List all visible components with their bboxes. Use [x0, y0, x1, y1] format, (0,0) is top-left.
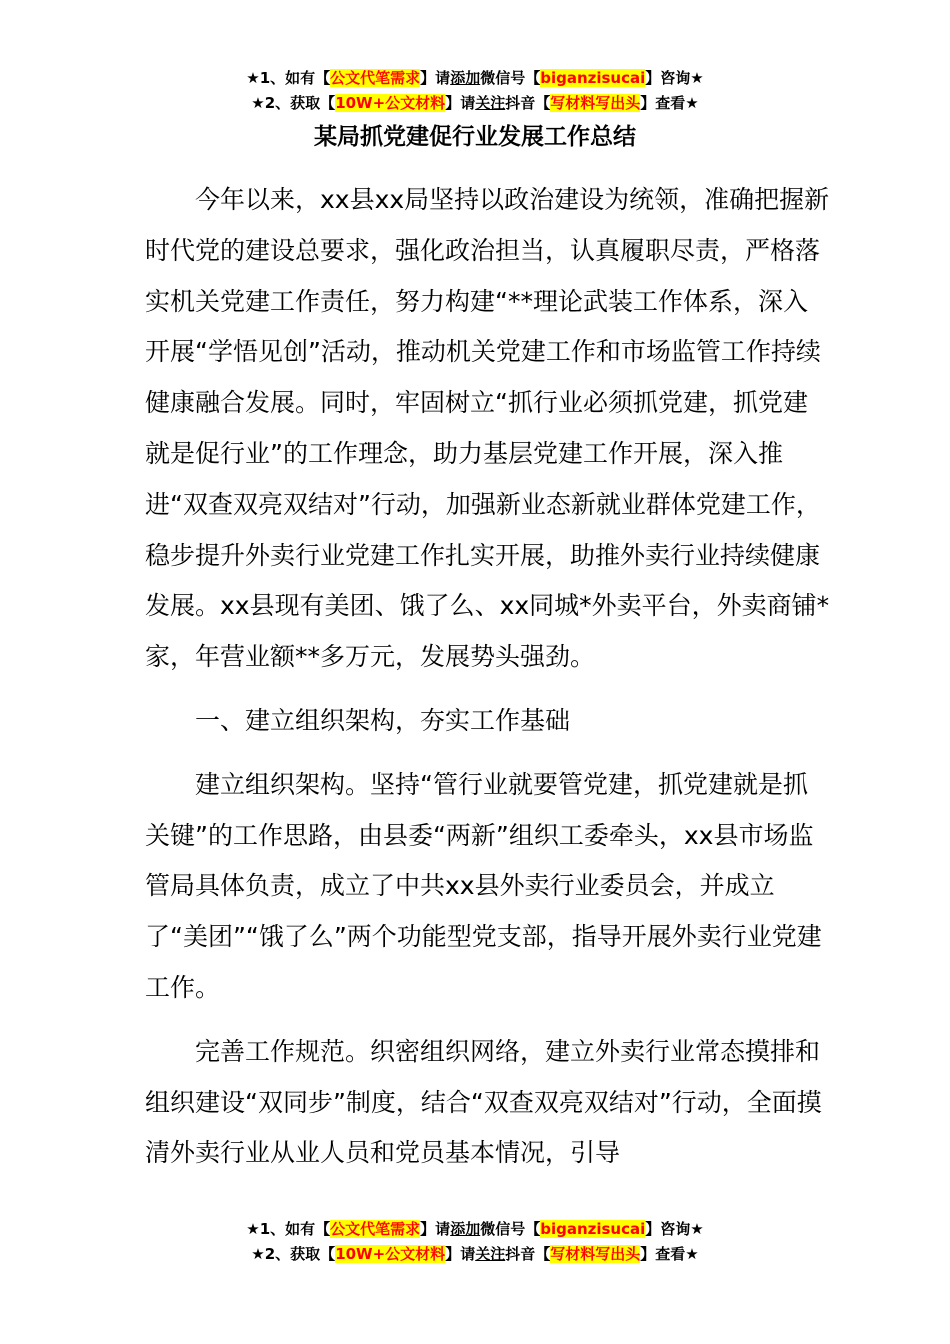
banner-text: 微信号【 [480, 1220, 541, 1238]
document-body [145, 175, 830, 1179]
banner-text: 微信号【 [480, 69, 541, 87]
banner-highlight: 10W+公文材料 [335, 94, 446, 112]
banner-text: 】查看★ [640, 1245, 699, 1263]
paragraph-norms: 完善工作规范。织密组织网络，建立外卖行业常态摸排和组织建设“双同步”制度，结合“双查双亮双结对”行动，全面摸清外卖行业从业人员和党员基本情况，引导 [145, 1036, 822, 1168]
banner-text: 抖音【 [505, 94, 551, 112]
banner-underline: 关注 [475, 1245, 506, 1263]
banner-text: ★2、获取【 [251, 94, 336, 112]
banner-highlight: 写材料写出头 [550, 94, 641, 112]
banner-highlight: biganzisucai [540, 1220, 646, 1238]
banner-highlight: biganzisucai [540, 69, 646, 87]
document-title: 某局抓党建促行业发展工作总结 [314, 124, 636, 150]
banner-highlight: 公文代笔需求 [330, 69, 421, 87]
banner-text: 】咨询★ [645, 1220, 704, 1238]
paragraph-intro: 今年以来，xx县xx局坚持以政治建设为统领，准确把握新时代党的建设总要求，强化政治担当，认真履职尽责，严格落实机关党建工作责任，努力构建“**理论武装工作体系，深入开展“学悟见创”活动，推动机关党建工作和市场监管工作持续健康融合发展。同时，牢固树立“抓行业必须抓党建，抓党建就是促行业”的工作理念，助力基层党建工作开展，深入推进“双查双亮双结对”行动，加强新业态新就业群体党建工作，稳步提升外卖行业党建工作扎实开展，助推外卖行业持续健康发展。xx县现有美团、饿了么、xx同城*外卖平台，外卖商铺*家，年营业额**多万元，发展势头强劲。 [145, 185, 830, 672]
banner-line-2 [0, 1242, 950, 1267]
banner-text: 】请 [445, 1245, 476, 1263]
banner-line-1 [0, 66, 950, 91]
section-heading-1: 一、建立组织架构，夯实工作基础 [195, 705, 571, 735]
banner-line-2 [0, 91, 950, 116]
banner-text: ★2、获取【 [251, 1245, 336, 1263]
banner-highlight: 10W+公文材料 [335, 1245, 446, 1263]
banner-text: 】请 [420, 69, 451, 87]
banner-underline: 添加 [450, 1220, 481, 1238]
banner-underline: 关注 [475, 94, 506, 112]
banner-text: 】咨询★ [645, 69, 704, 87]
banner-text: ★1、如有【 [246, 69, 331, 87]
banner-line-1 [0, 1217, 950, 1242]
banner-text: 抖音【 [505, 1245, 551, 1263]
banner-underline: 添加 [450, 69, 481, 87]
banner-text: 】请 [420, 1220, 451, 1238]
banner-highlight: 写材料写出头 [550, 1245, 641, 1263]
banner-text: ★1、如有【 [246, 1220, 331, 1238]
footer-banner [0, 1217, 950, 1267]
header-banner [0, 66, 950, 116]
paragraph-organization: 建立组织架构。坚持“管行业就要管党建，抓党建就是抓关键”的工作思路，由县委“两新”组织工委牵头，xx县市场监管局具体负责，成立了中共xx县外卖行业委员会，并成立了“美团”“饿了么”两个功能型党支部，指导开展外卖行业党建工作。 [145, 769, 822, 1002]
banner-text: 】请 [445, 94, 476, 112]
banner-highlight: 公文代笔需求 [330, 1220, 421, 1238]
banner-text: 】查看★ [640, 94, 699, 112]
